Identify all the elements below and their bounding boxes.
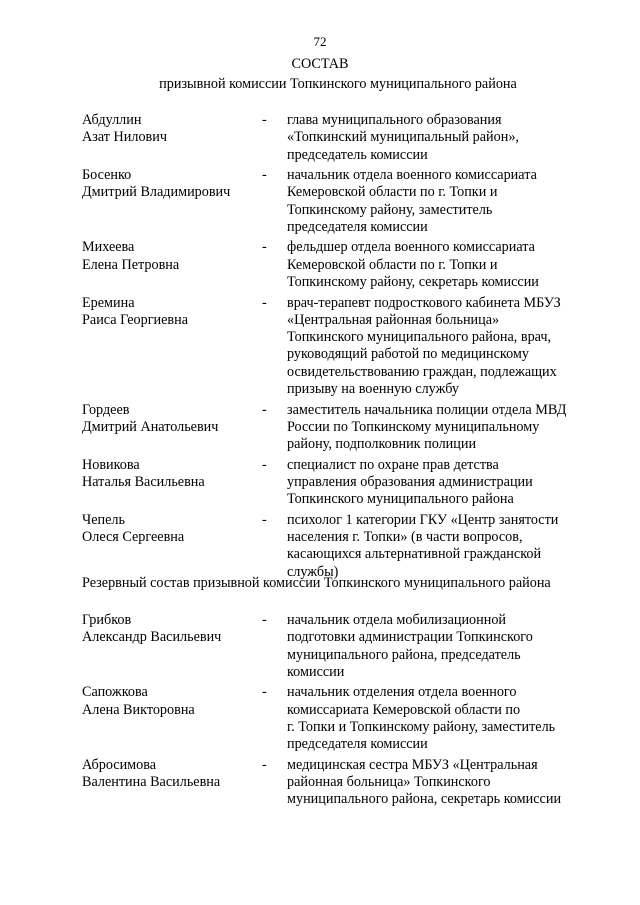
document-title: СОСТАВ	[291, 56, 349, 72]
member-name	[82, 757, 262, 809]
member-role-line: муниципального района, секретарь комиссии	[287, 791, 562, 808]
member-role	[287, 512, 607, 581]
document-subtitle: призывной комиссии Топкинского муниципального района	[159, 76, 517, 92]
member-entry	[82, 512, 622, 581]
member-dash: -	[262, 401, 267, 418]
member-given-names: Раиса Георгиевна	[82, 311, 188, 328]
member-role	[287, 167, 607, 236]
member-given-names: Валентина Васильевна	[82, 774, 221, 791]
member-surname: Абросимова	[82, 756, 157, 773]
member-role-line: руководящий работой по медицинскому	[287, 346, 529, 363]
member-dash: -	[262, 239, 267, 256]
member-role-line: управления образования администрации	[287, 473, 533, 490]
member-role-line: муниципального района, председатель	[287, 646, 521, 663]
member-role-line: службы)	[287, 563, 339, 580]
member-surname: Михеева	[82, 239, 135, 256]
member-role-line: председателя комиссии	[287, 218, 428, 235]
member-name	[82, 112, 262, 164]
member-name	[82, 612, 262, 681]
member-role	[287, 612, 607, 681]
member-role	[287, 402, 607, 454]
member-given-names: Азат Нилович	[82, 129, 167, 146]
member-role-line: медицинская сестра МБУЗ «Центральная	[287, 756, 538, 773]
member-role-line: Топкинскому району, секретарь комиссии	[287, 274, 539, 291]
member-role	[287, 457, 607, 509]
member-role-line: глава муниципального образования	[287, 112, 502, 128]
member-given-names: Алена Викторовна	[82, 701, 195, 718]
member-role-line: начальник отдела военного комиссариата	[287, 167, 537, 184]
member-role-line: начальник отдела мобилизационной	[287, 612, 507, 628]
member-dash: -	[262, 167, 267, 184]
member-role-line: подготовки администрации Топкинского	[287, 629, 533, 646]
member-role-line: специалист по охране прав детства	[287, 456, 499, 473]
member-role-line: начальник отделения отдела военного	[287, 684, 517, 701]
member-role-line: фельдшер отдела военного комиссариата	[287, 239, 535, 256]
member-role-line: «Центральная районная больница»	[287, 311, 500, 328]
reserve-heading: Резервный состав призывной комиссии Топкинского муниципального района	[82, 575, 551, 591]
member-role-line: г. Топки и Топкинскому району, заместитель	[287, 718, 556, 735]
member-given-names: Александр Васильевич	[82, 629, 222, 646]
member-role-line: Топкинского муниципального района	[287, 491, 514, 508]
member-role-line: председатель комиссии	[287, 146, 428, 163]
member-role-line: району, подполковник полиции	[287, 436, 477, 453]
member-role-line: председателя комиссии	[287, 736, 428, 753]
member-role-line: районная больница» Топкинского	[287, 774, 491, 791]
member-entry	[82, 684, 622, 753]
member-surname: Чепель	[82, 511, 125, 528]
member-role-line: Топкинского муниципального района, врач,	[287, 329, 552, 346]
member-dash: -	[262, 684, 267, 701]
member-given-names: Наталья Васильевна	[82, 473, 205, 490]
member-dash: -	[262, 112, 267, 128]
member-surname: Новикова	[82, 456, 140, 473]
member-dash: -	[262, 294, 267, 311]
member-name	[82, 167, 262, 236]
member-role	[287, 684, 607, 753]
member-name	[82, 239, 262, 291]
member-name	[82, 684, 262, 753]
member-dash: -	[262, 511, 267, 528]
reserve-members-list	[82, 612, 622, 812]
member-surname: Абдуллин	[82, 112, 142, 128]
member-name	[82, 457, 262, 509]
commission-members-list	[82, 112, 622, 584]
member-name	[82, 512, 262, 581]
member-role-line: касающихся альтернативной гражданской	[287, 546, 542, 563]
member-role-line: врач-терапевт подросткового кабинета МБУЗ	[287, 294, 561, 311]
member-surname: Сапожкова	[82, 684, 148, 701]
member-dash: -	[262, 456, 267, 473]
member-role-line: «Топкинский муниципальный район»,	[287, 129, 519, 146]
member-surname: Босенко	[82, 167, 132, 184]
member-name	[82, 295, 262, 399]
member-surname: Гордеев	[82, 401, 130, 418]
member-role-line: Кемеровской области по г. Топки и	[287, 184, 498, 201]
member-role-line: Кемеровской области по г. Топки и	[287, 256, 498, 273]
member-role	[287, 112, 607, 164]
member-role-line: заместитель начальника полиции отдела МВД	[287, 401, 567, 418]
member-role	[287, 295, 607, 399]
member-role-line: психолог 1 категории ГКУ «Центр занятости	[287, 511, 559, 528]
member-entry	[82, 402, 622, 454]
member-entry	[82, 112, 622, 164]
member-role-line: населения г. Топки» (в части вопросов,	[287, 528, 523, 545]
member-surname: Грибков	[82, 612, 132, 628]
member-role	[287, 757, 607, 809]
page-number: 72	[313, 34, 327, 49]
member-entry	[82, 457, 622, 509]
member-role-line: России по Топкинскому муниципальному	[287, 418, 540, 435]
member-role-line: Топкинскому району, заместитель	[287, 201, 493, 218]
member-given-names: Елена Петровна	[82, 256, 180, 273]
member-entry	[82, 239, 622, 291]
member-dash: -	[262, 612, 267, 628]
member-name	[82, 402, 262, 454]
member-given-names: Олеся Сергеевна	[82, 528, 185, 545]
member-given-names: Дмитрий Анатольевич	[82, 418, 219, 435]
member-surname: Еремина	[82, 294, 135, 311]
member-role	[287, 239, 607, 291]
member-entry	[82, 167, 622, 236]
member-role-line: комиссии	[287, 663, 345, 680]
member-entry	[82, 612, 622, 681]
member-given-names: Дмитрий Владимирович	[82, 184, 231, 201]
member-entry	[82, 757, 622, 809]
member-entry	[82, 295, 622, 399]
member-role-line: призыву на военную службу	[287, 381, 459, 398]
member-role-line: комиссариата Кемеровской области по	[287, 701, 521, 718]
member-dash: -	[262, 756, 267, 773]
member-role-line: освидетельствованию граждан, подлежащих	[287, 363, 557, 380]
